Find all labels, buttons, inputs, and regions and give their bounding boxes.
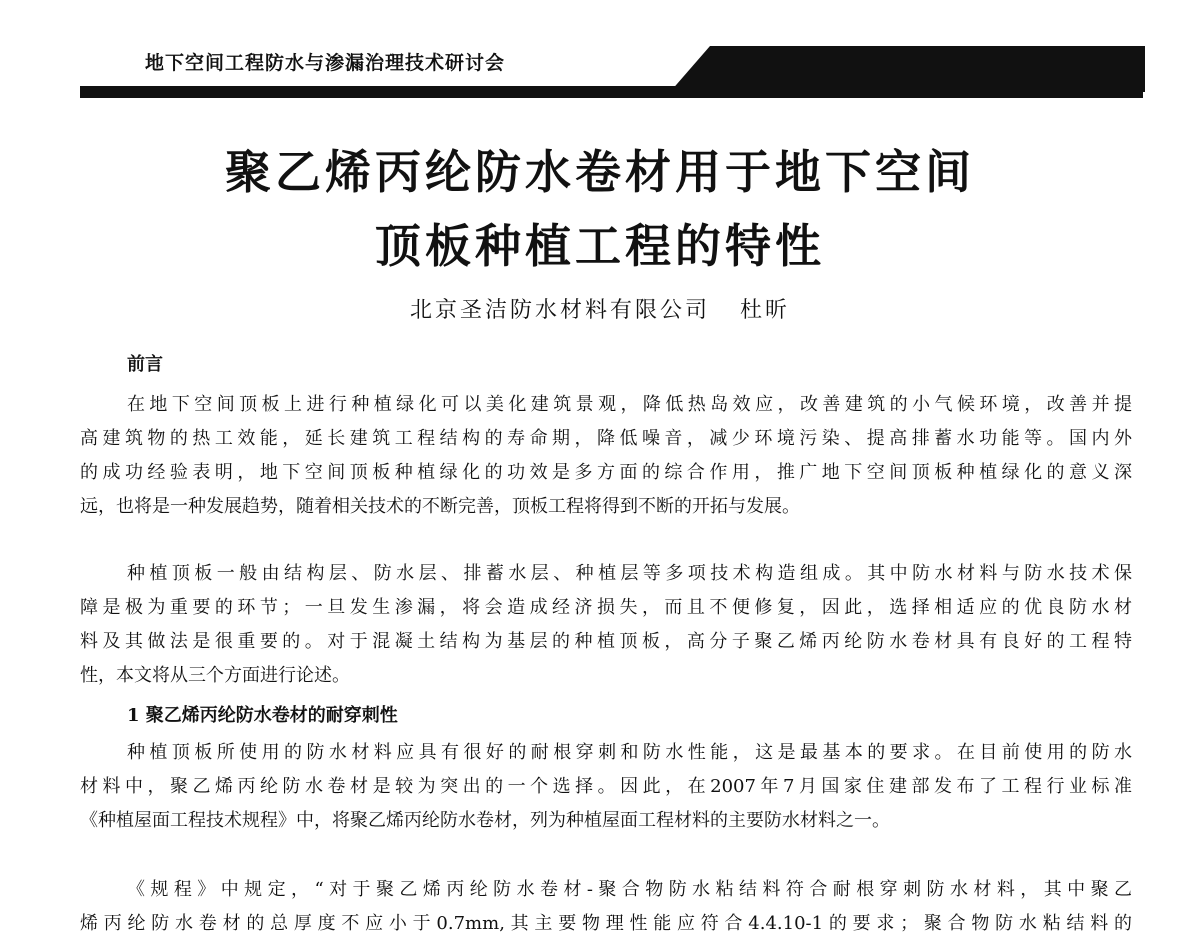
body-line: 的成功经验表明，地下空间顶板种植绿化的功效是多方面的综合作用，推广地下空间顶板种植绿化的意义深 — [80, 462, 1132, 483]
section1-heading: 1 聚乙烯丙纶防水卷材的耐穿刺性 — [127, 705, 398, 726]
body-line: 材料中，聚乙烯丙纶防水卷材是较为突出的一个选择。因此，在2007年7月国家住建部发布了工程行业标准 — [80, 776, 1132, 797]
body-line: 《种植屋面工程技术规程》中，将聚乙烯丙纶防水卷材，列为种植屋面工程材料的主要防水材料之一。 — [80, 810, 890, 831]
author-line — [0, 293, 1200, 324]
article-title-line1: 聚乙烯丙纶防水卷材用于地下空间 — [225, 145, 975, 199]
body-line: 障是极为重要的环节；一旦发生渗漏，将会造成经济损失，而且不便修复，因此，选择相适应的优良防水材 — [80, 597, 1132, 618]
header-rule — [80, 86, 1143, 98]
conference-name: 地下空间工程防水与渗漏治理技术研讨会 — [145, 52, 506, 74]
body-line: 种植顶板所使用的防水材料应具有很好的耐根穿刺和防水性能，这是最基本的要求。在目前使用的防水 — [127, 742, 1132, 763]
body-line: 在地下空间顶板上进行种植绿化可以美化建筑景观，降低热岛效应，改善建筑的小气候环境，改善并提 — [127, 394, 1132, 415]
body-line: 烯丙纶防水卷材的总厚度不应小于0.7mm,其主要物理性能应符合4.4.10-1的要求；聚合物防水粘结料的 — [80, 913, 1132, 934]
body-line: 《规程》中规定，“对于聚乙烯丙纶防水卷材-聚合物防水粘结料符合耐根穿刺防水材料，其中聚乙 — [127, 879, 1132, 900]
body-line: 料及其做法是很重要的。对于混凝土结构为基层的种植顶板，高分子聚乙烯丙纶防水卷材具有良好的工程特 — [80, 631, 1132, 652]
article-title-line2: 顶板种植工程的特性 — [375, 219, 825, 273]
body-line: 远，也将是一种发展趋势，随着相关技术的不断完善，顶板工程将得到不断的开拓与发展。 — [80, 496, 800, 517]
affiliation: 北京圣洁防水材料有限公司 — [409, 298, 710, 323]
body-line: 种植顶板一般由结构层、防水层、排蓄水层、种植层等多项技术构造组成。其中防水材料与防水技术保 — [127, 563, 1132, 584]
preface-heading: 前言 — [127, 354, 163, 375]
body-line: 性，本文将从三个方面进行论述。 — [80, 665, 350, 686]
body-line: 高建筑物的热工效能，延长建筑工程结构的寿命期，降低噪音，减少环境污染、提高排蓄水功能等。国内外 — [80, 428, 1132, 449]
author-name: 杜昕 — [740, 298, 791, 323]
